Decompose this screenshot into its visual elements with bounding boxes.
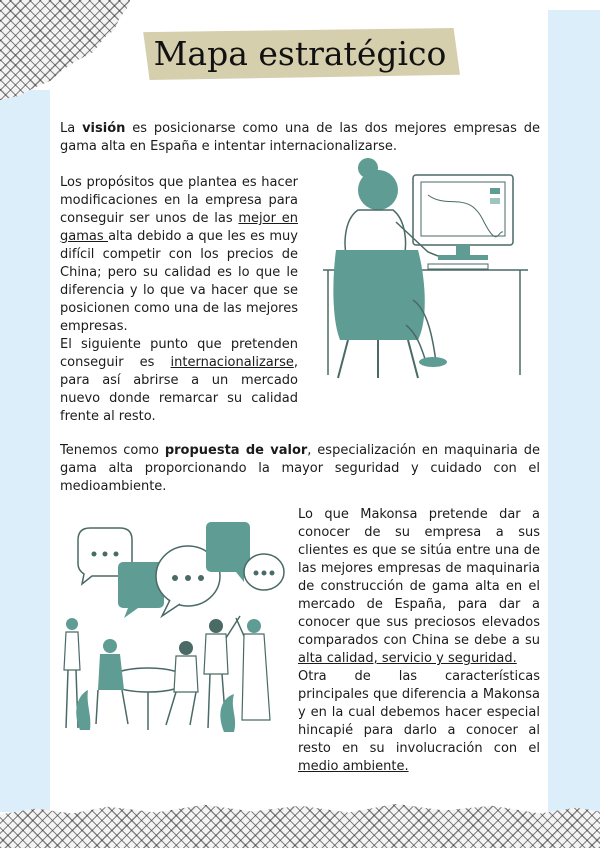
vision-paragraph: La visión es posicionarse como una de las dos mejores empresas de gama alta en España e intentar internacionalizarse. [60, 121, 540, 154]
people-talking-illustration [58, 520, 290, 738]
background-panel-left [0, 90, 50, 812]
makonsa-paragraph: Lo que Makonsa pretende dar a conocer de su empresa a sus clientes es que se sitúa entre una de las mejores empresas de maquinaria de construcción de gama alta en el mercado de España, para dar a conocer que sus preciosos elevados comparados con China se debe a su alta calidad, servicio y seguridad. Otra de las características principales que diferencia a Makonsa y en la cual debemos hacer especial hincapié para darlo a conocer al resto en su involucración con el medio ambiente. [298, 507, 540, 774]
decorative-mesh-bottom [0, 800, 600, 848]
background-panel-right [548, 10, 600, 848]
purposes-paragraph: Los propósitos que plantea es hacer modificaciones en la empresa para conseguir ser unos de las mejor en gamas alta debido a que les es muy difícil competir con los precios de China; pero su calidad es lo que le diferencia y lo que va hacer que se posicionen como una de las mejores empresas. El siguiente punto que pretenden conseguir es internacionalizarse, para así abrirse a un mercado nuevo donde remarcar su calidad frente al resto. [60, 175, 298, 424]
decorative-mesh-top [0, 0, 130, 100]
person-at-computer-illustration [318, 150, 533, 380]
value-proposition-paragraph: Tenemos como propuesta de valor, especialización en maquinaria de gama alta proporcionando la mayor seguridad y cuidado con el medioambiente. [60, 443, 540, 494]
page-title: Mapa estratégico [153, 34, 447, 73]
